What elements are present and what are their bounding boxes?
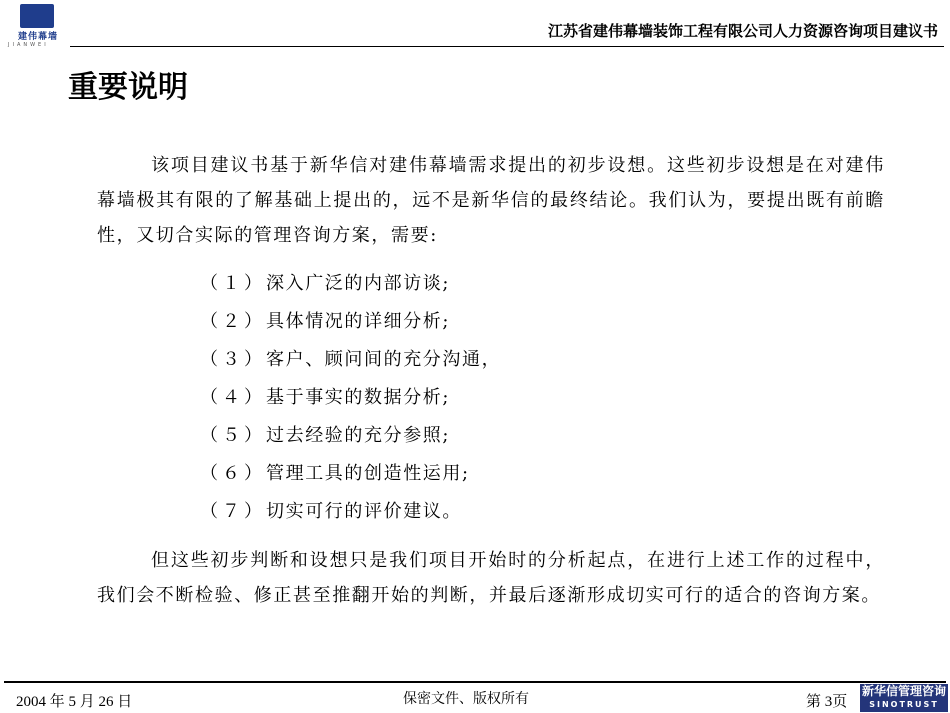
page-number: 第 3页 <box>806 694 848 710</box>
list-item <box>200 496 501 534</box>
list-item-number: （４） <box>200 387 266 408</box>
closing-paragraph-text: 但这些初步判断和设想只是我们项目开始时的分析起点，在进行上述工作的过程中，我们会不断检验、修正甚至推翻开始的判断，并最后逐渐形成切实可行的适合的咨询方案。 <box>97 550 885 606</box>
list-item-text: 客户、顾问间的充分沟通， <box>266 349 502 370</box>
list-item <box>200 420 501 458</box>
logo-text: 建伟幕墙 <box>17 32 58 42</box>
footer-confidential: 保密文件、版权所有 <box>403 691 529 707</box>
company-logo <box>6 4 68 48</box>
list-item-text: 管理工具的创造性运用; <box>266 463 470 484</box>
logo-mark-icon <box>20 4 54 28</box>
list-item-text: 具体情况的详细分析; <box>266 311 451 332</box>
intro-paragraph-text: 该项目建议书基于新华信对建伟幕墙需求提出的初步设想。这些初步设想是在对建伟幕墙极其有限的了解基础上提出的，远不是新华信的最终结论。我们认为，要提出既有前瞻性，又切合实际的管理咨询方案，需要: <box>97 155 885 246</box>
list-item-number: （３） <box>200 349 266 370</box>
list-item-number: （２） <box>200 311 266 332</box>
brand-name-en: SINOTRUST <box>869 700 939 709</box>
list-item <box>200 458 501 496</box>
sinotrust-logo <box>860 684 948 712</box>
intro-paragraph <box>97 148 885 253</box>
list-item <box>200 306 501 344</box>
list-item-text: 深入广泛的内部访谈; <box>266 273 451 294</box>
list-item-text: 切实可行的评价建议。 <box>266 501 462 522</box>
brand-name-cn: 新华信管理咨询 <box>861 684 946 698</box>
requirements-list <box>200 268 501 534</box>
list-item-text: 基于事实的数据分析; <box>266 387 451 408</box>
list-item <box>200 382 501 420</box>
list-item <box>200 268 501 306</box>
list-item-number: （１） <box>200 273 266 294</box>
list-item <box>200 344 501 382</box>
list-item-number: （６） <box>200 463 266 484</box>
header-title: 江苏省建伟幕墙装饰工程有限公司人力资源咨询项目建议书 <box>547 22 938 40</box>
list-item-text: 过去经验的充分参照; <box>266 425 451 446</box>
list-item-number: （７） <box>200 501 266 522</box>
header-divider <box>70 46 944 47</box>
footer-date: 2004 年 5 月 26 日 <box>16 694 133 710</box>
footer-divider <box>4 681 946 683</box>
closing-paragraph <box>97 543 885 613</box>
logo-subtext: JIANWEI <box>8 42 49 48</box>
page-title: 重要说明 <box>68 70 188 105</box>
list-item-number: （５） <box>200 425 266 446</box>
